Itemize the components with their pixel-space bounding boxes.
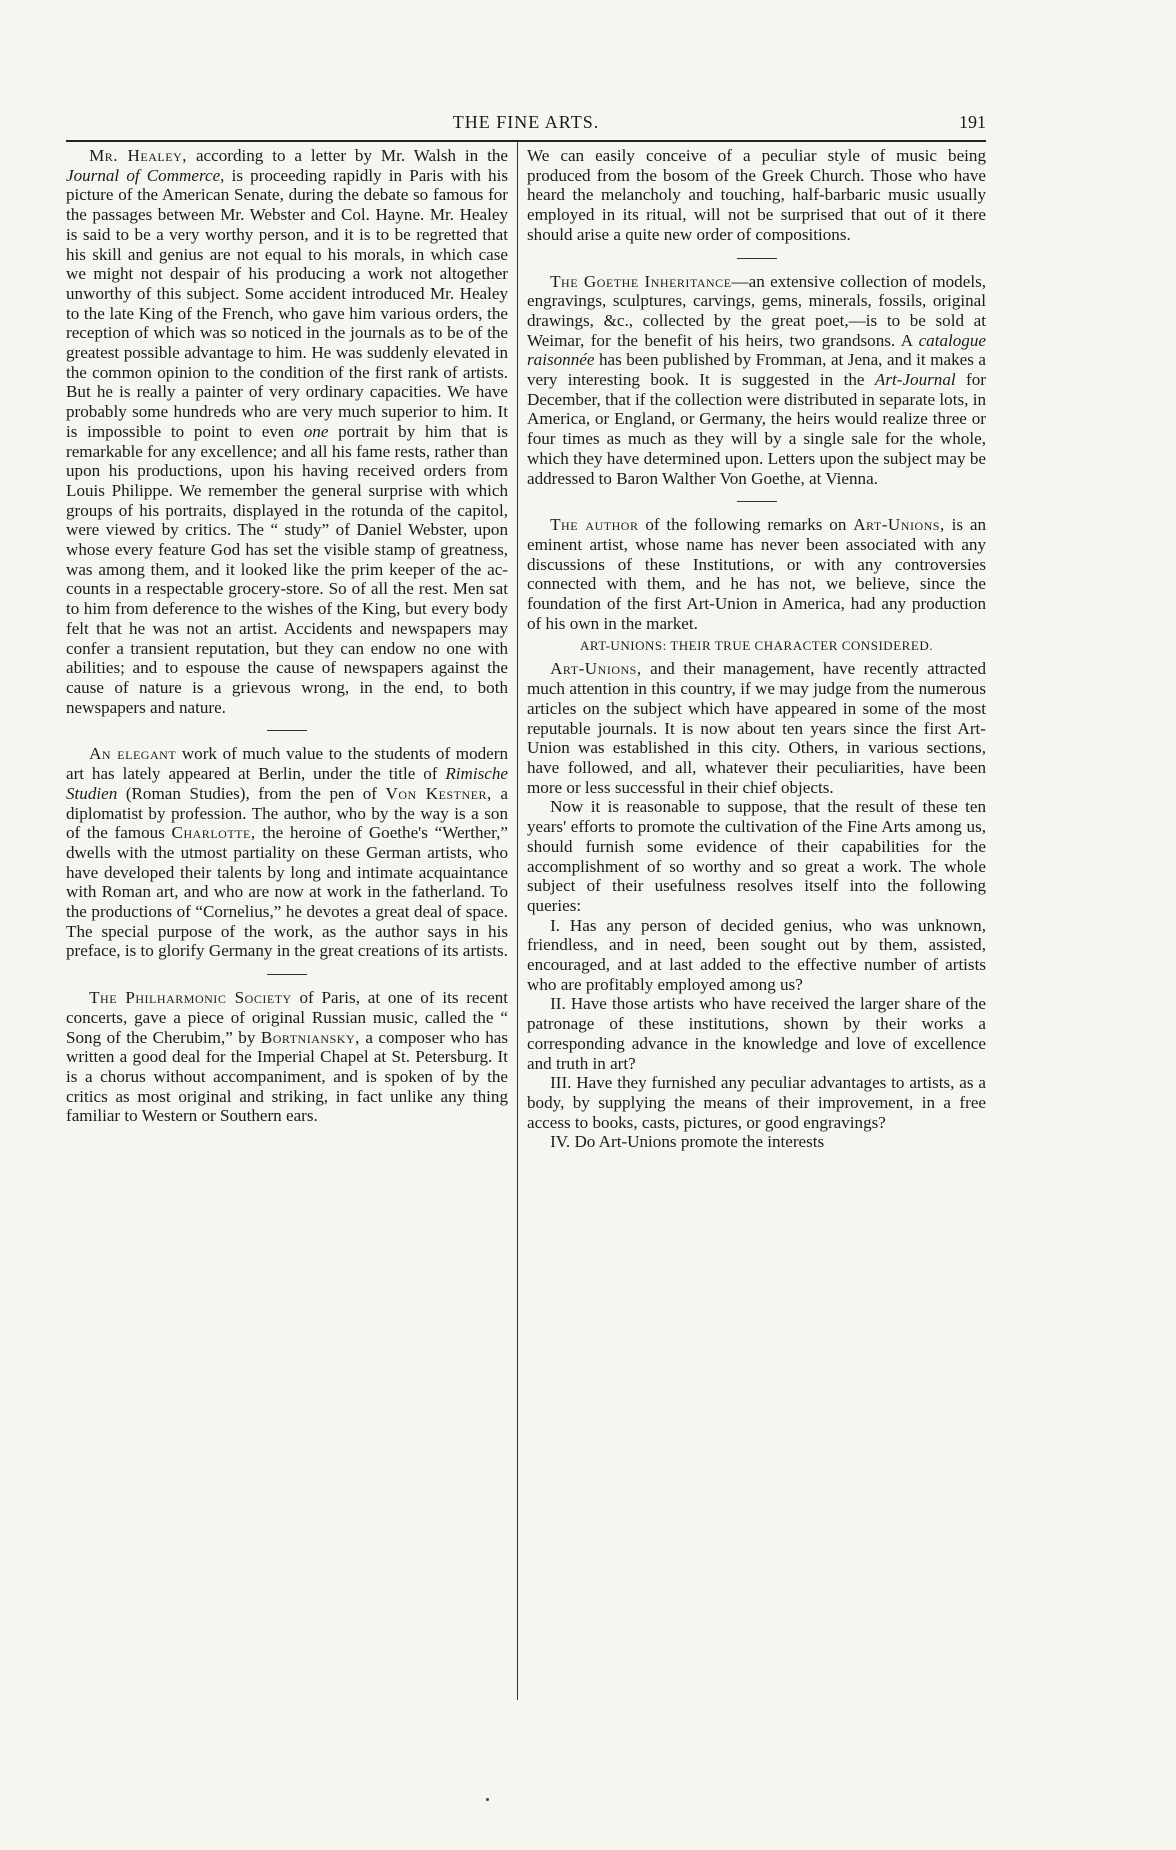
art-journal-title: Art-Journal: [874, 370, 956, 390]
goethe-text-3: for December, that if the collection were distributed in separate lots, in America, or England, or Germany, the heirs would realize three or four times as much as they will by a single sale for the whole, which they have determined upon. Letters upon the subject may be addressed to Baron Walther Von Goethe, at Vienna.: [527, 370, 986, 488]
section-rule: [267, 730, 307, 731]
healey-text-3: portrait by him that is remarkable for any excellence; and all his fame rests, rather than upon his productions, upon his having received orders from Louis Philippe. We remember the general surprise with which groups of his portraits, displayed in the rotunda of the capitol, were viewed by critics. The “ study” of Daniel Webster, upon whose every feature God has set the visible stamp of greatness, was among them, and it looked like the prim keeper of the accounts in a respectable grocery-store. So of all the rest. Men sat to him from deference to the wishes of the King, but every body felt that he was not an artist. Accidents and newspapers may confer a transient reputation, but they can endow no one with abilities; and to espouse the cause of newspapers against the cause of nature is a grievous wrong, in the end, to both newspapers and nature.: [66, 421, 508, 717]
page-number: 191: [959, 112, 986, 132]
header-title: THE FINE ARTS.: [452, 112, 600, 132]
query-2: II. Have those artists who have received the larger share of the patronage of these institutions, shown by their works a corresponding advance in the knowledge and love of excellence and truth in art?: [527, 994, 986, 1073]
goethe-text-1: —an extensive collection of models, engravings, sculptures, carvings, gems, minerals, fossils, original drawings, &c., collected by the great poet,—is to be sold at Weimar, for the benefit of his heirs, two grandsons. A: [527, 271, 986, 350]
elegant-lead: An elegant: [89, 744, 177, 764]
goethe-text-2: has been published by Fromman, at Jena, and it makes a very interesting book. It is suggested in the: [527, 350, 986, 390]
art-unions-term: Art-Unions,: [853, 515, 945, 535]
header-rule: [66, 140, 986, 142]
catalogue-raisonnee: catalogue raisonnée: [527, 330, 986, 370]
von-kestner-name: Von Kestner,: [385, 783, 492, 803]
right-column: [527, 146, 986, 1152]
author-text-2: is an eminent artist, whose name has never been associated with any discussions of these Institutions, or with any controversies connected with them, and he has not, we believe, since the foundation of the first Art-Union in America, had any production of his own in the market.: [527, 515, 986, 633]
healey-text-2: is proceeding rapidly in Paris with his picture of the American Senate, during the debate so famous for the passages between Mr. Webster and Col. Hayne. Mr. Healey is said to be a very worthy person, and it is to be regretted that his skill and genius are not equal to his morals, in which case we might not despair of his producing a work not altogether unworthy of this subject. Some accident introduced Mr. Healey to the late King of the French, who gave him various orders, the reception of which was so noticed in the journals as to be of the greatest possible advantage to him. He was suddenly elevated in the common opinion to the condition of the first rank of artists. But he is really a painter of very ordinary capacities. We have probably some hundreds who are very much superior to him. It is impossible to point to even: [66, 165, 508, 441]
healey-emphasis-one: one: [303, 421, 329, 441]
page-speck: [486, 1798, 489, 1801]
philharmonic-lead: The Philharmonic Society: [89, 988, 292, 1008]
column-divider: [517, 142, 518, 1700]
charlotte-name: Charlotte,: [171, 823, 256, 843]
elegant-text-2: (Roman Studies), from the pen of: [117, 783, 386, 803]
left-column: [66, 146, 508, 1126]
goethe-inheritance-paragraph: [527, 272, 986, 489]
article-subheading: ART-UNIONS: THEIR TRUE CHARACTER CONSIDERED.: [579, 638, 933, 654]
healey-text-1: according to a letter by Mr. Walsh in the: [187, 146, 508, 165]
elegant-work-paragraph: [66, 744, 508, 961]
elegant-text-1: work of much value to the students of modern art has lately appeared at Berlin, under the title of: [66, 744, 508, 784]
section-rule: [267, 974, 307, 975]
art-unions-intro-text: and their management, have recently attracted much attention in this country, if we may judge from the numerous articles on the subject which have appeared in some of the most reputable journals. It is now about ten years since the first Art-Union was established in this city. Others, in various sections, have followed, and all, whatever their peculiarities, have been more or less successful in their chief objects.: [527, 659, 986, 797]
author-paragraph: [527, 515, 986, 633]
author-text-1: of the following remarks on: [638, 515, 854, 535]
elegant-text-3: a diplomatist by profession. The author, who by the way is a son of the famous: [66, 783, 508, 843]
philharmonic-paragraph: [66, 988, 508, 1126]
philharmonic-text-2: a composer who has written a good deal for the Imperial Chapel at St. Petersburg. It is a chorus without accompaniment, and is spoken of by the critics as most original and striking, in fact unlike any thing familiar to Western or Southern ears.: [66, 1027, 508, 1126]
section-rule: [737, 258, 777, 259]
section-rule: [737, 501, 777, 502]
running-header: [66, 104, 986, 140]
query-1: I. Has any person of decided genius, who was unknown, friendless, and in need, been sought out by them, assisted, encouraged, and at last added to the effective number of artists who are profitably employed among us?: [527, 915, 986, 994]
philharmonic-text-1: of Paris, at one of its recent concerts, gave a piece of original Russian music, called the “ Song of the Cherubim,” by: [66, 988, 508, 1047]
query-3: III. Have they furnished any peculiar advantages to artists, as a body, by supplying the means of their improvement, in a free access to books, casts, pictures, or good engravings?: [527, 1073, 986, 1132]
bortniansky-name: Bortniansky,: [260, 1027, 360, 1047]
query-4: IV. Do Art-Unions promote the interests: [550, 1132, 825, 1152]
goethe-lead: The Goethe Inheritance: [550, 271, 732, 291]
rimische-studien-title: Rimische Studien: [66, 764, 508, 803]
journal-of-commerce-title: Journal of Commerce,: [66, 165, 225, 185]
reasonable-paragraph: Now it is reasonable to suppose, that the result of these ten years' efforts to promote the cultivation of the Fine Arts among us, should furnish some evidence of their capabilities for the accomplishment of so worthy and so great a work. The whole subject of their usefulness resolves itself into the following queries:: [527, 797, 986, 915]
art-unions-intro-paragraph: [527, 659, 986, 797]
art-unions-lead: Art-Unions,: [550, 659, 642, 679]
greek-church-paragraph: We can easily conceive of a peculiar style of music being produced from the bosom of the Greek Church. Those who have heard the melancholy and touching, half-barbaric music usually employed in its ritual, will not be surprised that out of it there should arise a quite new order of compositions.: [527, 146, 986, 244]
elegant-text-4: the heroine of Goethe's “Werther,” dwells with the utmost partiality on these German artists, who have developed their talents by long and intimate acquaintance with Roman art, and who are now at work in the fatherland. To the productions of “Cornelius,” he devotes a great deal of space. The special purpose of the work, as the author says in his preface, is to glorify Germany in the great creations of its artists.: [66, 823, 508, 961]
healey-name: Mr. Healey,: [89, 146, 188, 165]
author-lead: The author: [550, 515, 639, 535]
healey-paragraph: [66, 146, 508, 717]
